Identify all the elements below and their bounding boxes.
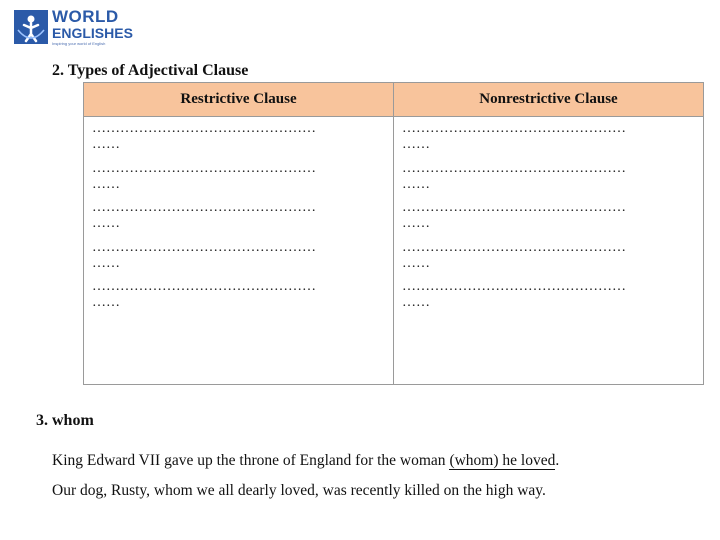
blank-line: ………………………………………… ……: [402, 200, 626, 231]
nonrestrictive-column: [394, 117, 704, 385]
blank-line: ………………………………………… ……: [92, 200, 316, 231]
header-restrictive: Restrictive Clause: [84, 83, 394, 117]
blank-line: ………………………………………… ……: [402, 239, 626, 271]
blank-line: ………………………………………… ……: [92, 239, 316, 271]
logo-wordmark-bottom: ENGLISHES: [52, 25, 133, 41]
clause-types-table: [83, 82, 704, 385]
section-heading-whom: 3. whom: [36, 412, 94, 429]
header-nonrestrictive: Nonrestrictive Clause: [394, 83, 704, 117]
logo-tagline: Inspiring your world of English: [52, 41, 106, 46]
blank-line: ………………………………………… ……: [92, 279, 316, 310]
section-heading-adjectival-clause: 2. Types of Adjectival Clause: [52, 62, 249, 79]
example-sentence-2: Our dog, Rusty, whom we all dearly loved, was recently killed on the high way.: [52, 482, 546, 499]
logo: [14, 8, 133, 46]
blank-line: ………………………………………… ……: [92, 121, 316, 152]
blank-line: ………………………………………… ……: [92, 160, 316, 192]
restrictive-column: [84, 117, 394, 385]
underlined-clause: (whom) he loved: [449, 452, 556, 469]
blank-line: ………………………………………… ……: [402, 121, 626, 152]
example-sentence-1: King Edward VII gave up the throne of England for the woman (whom) he loved.: [52, 452, 560, 469]
blank-line: ………………………………………… ……: [402, 279, 626, 310]
blank-line: ………………………………………… ……: [402, 160, 626, 192]
globe-figure-icon: [14, 10, 48, 44]
logo-wordmark-top: WORLD: [52, 7, 119, 26]
